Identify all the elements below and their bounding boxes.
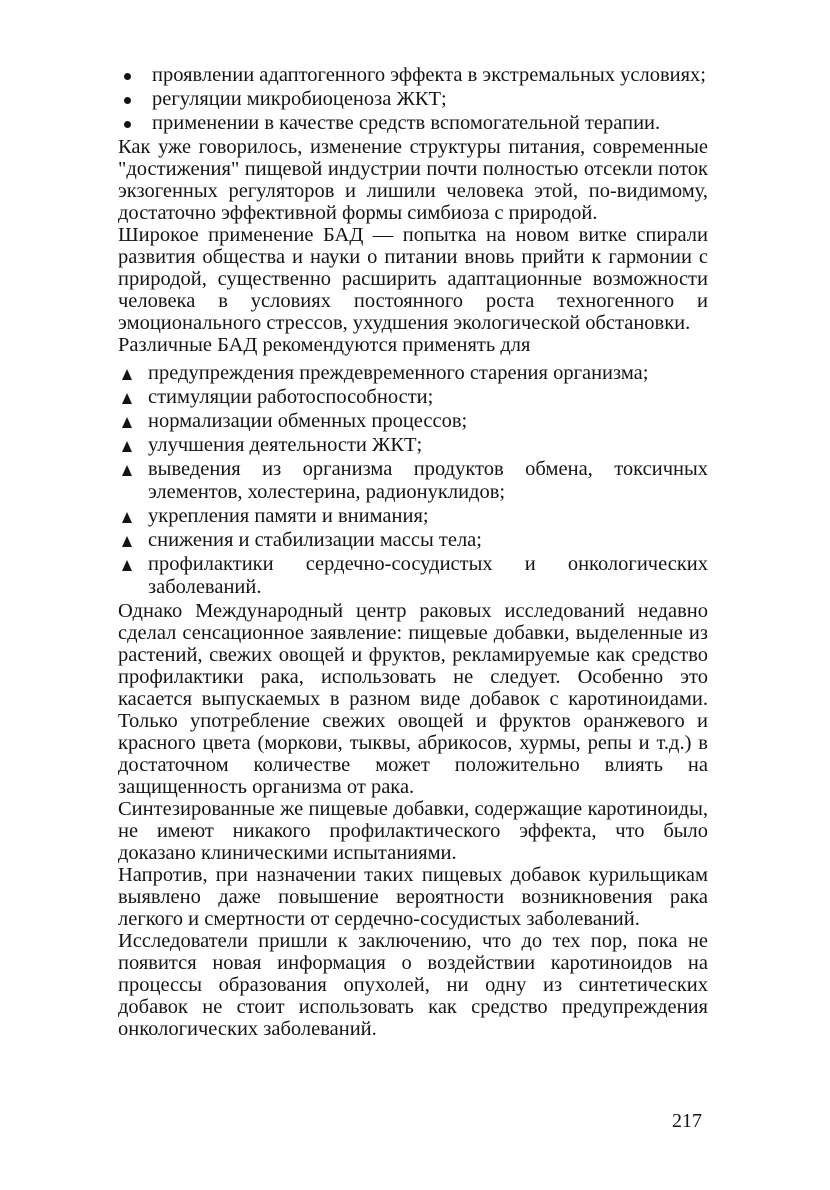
list-item — [118, 458, 708, 504]
list-item — [118, 529, 708, 552]
list-item-text: нормализации обменных процессов; — [148, 410, 468, 432]
bullet-dot-icon — [124, 73, 131, 80]
bullet-item-text: применении в качестве средств вспомогательной терапии. — [152, 112, 661, 134]
triangle-bullet-icon — [122, 512, 132, 523]
triangle-bullet-icon — [122, 441, 132, 452]
triangle-bullet-icon — [122, 560, 132, 571]
paragraph-cancer-research: Однако Международный центр раковых исследований недавно сделал сенсационное заявление: пищевые добавки, выделенные из растений, свежих овощей и фруктов, рекламируемые как средство профилактики рака, использовать не следует. Особенно это касается выпускаемых в разном виде добавок с каротиноидами. Только употребление свежих овощей и фруктов оранжевого и красного цвета (моркови, тыквы, абрикосов, хурмы, репы и т.д.) в достаточном количестве может положительно влиять на защищенность организма от рака. — [118, 600, 708, 798]
list-item-text: предупреждения преждевременного старения организма; — [148, 362, 649, 384]
list-item — [118, 505, 708, 528]
list-item — [118, 362, 708, 385]
list-item-text: снижения и стабилизации массы тела; — [148, 529, 482, 551]
bullet-item-text: проявлении адаптогенного эффекта в экстремальных условиях; — [152, 64, 706, 86]
recommendations-list — [118, 362, 708, 599]
paragraph-recommendations-intro: Различные БАД рекомендуются применять для — [118, 334, 531, 356]
triangle-bullet-icon — [122, 393, 132, 404]
bullet-dot-icon — [124, 97, 131, 104]
paragraph-smokers: Напротив, при назначении таких пищевых добавок курильщикам выявлено даже повышение вероятности возникновения рака легкого и смертности от сердечно-сосудистых заболеваний. — [118, 864, 708, 930]
triangle-bullet-icon — [122, 465, 132, 476]
page-number: 217 — [672, 1110, 702, 1132]
list-item — [118, 434, 708, 457]
paragraph-conclusion: Исследователи пришли к заключению, что до тех пор, пока не появится новая информация о воздействии каротиноидов на процессы образования опухолей, ни одну из синтетических добавок не стоит использовать как средство предупреждения онкологических заболеваний. — [118, 930, 708, 1040]
list-item-text: стимуляции работоспособности; — [148, 386, 434, 408]
list-item-text: укрепления памяти и внимания; — [148, 505, 429, 527]
list-item — [118, 410, 708, 433]
page-content — [118, 64, 708, 1040]
bullet-item — [118, 112, 708, 135]
triangle-bullet-icon — [122, 536, 132, 547]
bullet-item-text: регуляции микробиоценоза ЖКТ; — [152, 88, 447, 110]
list-item-text: выведения из организма продуктов обмена, токсичных элементов, холестерина, радионуклидов; — [148, 458, 708, 503]
paragraph-structure-change: Как уже говорилось, изменение структуры питания, современные "достижения" пищевой индустрии почти полностью отсекли поток экзогенных регуляторов и лишили человека этой, по-видимому, достаточно эффективной формы симбиоза с природой. — [118, 136, 708, 224]
bullet-dot-icon — [124, 121, 131, 128]
triangle-bullet-icon — [122, 417, 132, 428]
paragraph-synthetic-additives: Синтезированные же пищевые добавки, содержащие каротиноиды, не имеют никакого профилактического эффекта, что было доказано клиническими испытаниями. — [118, 798, 708, 864]
paragraph-bad-application: Широкое применение БАД — попытка на новом витке спирали развития общества и науки о питании вновь прийти к гармонии с природой, существенно расширить адаптационные возможности человека в условиях постоянного роста техногенного и эмоционального стрессов, ухудшения экологической обстановки. — [118, 224, 708, 334]
triangle-bullet-icon — [122, 369, 132, 380]
bullet-list-top — [118, 64, 708, 135]
list-item-text: улучшения деятельности ЖКТ; — [148, 434, 423, 456]
list-item — [118, 386, 708, 409]
list-item-text: профилактики сердечно-сосудистых и онкологических заболеваний. — [148, 553, 708, 598]
list-item — [118, 553, 708, 599]
bullet-item — [118, 88, 708, 111]
bullet-item — [118, 64, 708, 87]
